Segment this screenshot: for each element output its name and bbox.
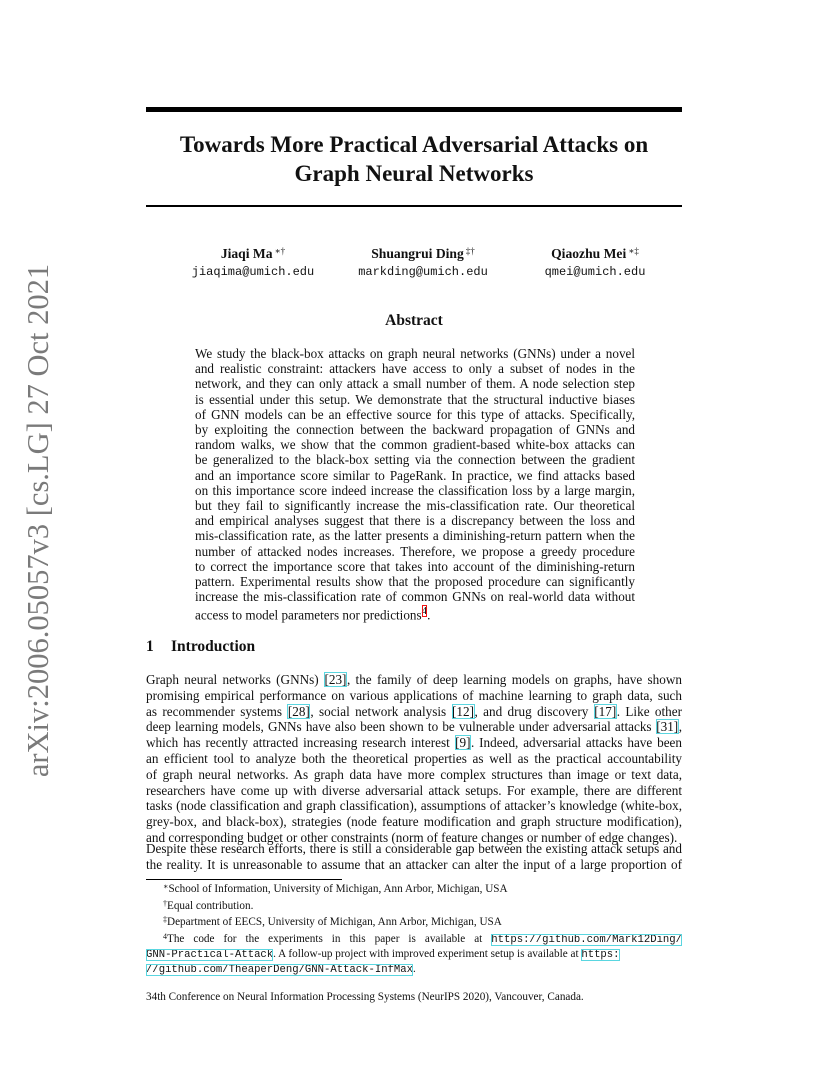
footnote-4: $^4$The code for the experiments in this paper is available at https://github.com/Mark12Ding/ [163,932,682,947]
author-email: markding@umich.edu [358,265,488,279]
abstract-line: random walks, we show that the common gradient-based white-box attacks can [195,437,635,453]
abstract-line: and empirical analyses suggest that there is a discrepancy between the loss and [195,513,635,529]
paragraph-line: deep learning models, GNNs have also been shown to be vulnerable under adversarial attacks [31], [146,719,682,735]
footnote-link-4[interactable]: 4 [421,605,428,618]
abstract-line: to correct the importance score that takes into account of the diminishing-return [195,558,635,574]
author-2 [348,243,498,280]
citation-link[interactable]: [23] [324,672,347,687]
section-heading-introduction [146,638,255,656]
abstract-body [195,346,635,623]
conference-note: 34th Conference on Neural Information Processing Systems (NeurIPS 2020), Vancouver, Canada. [146,991,584,1003]
paragraph-line: Graph neural networks (GNNs) [23], the family of deep learning models on graphs, have shown [146,672,682,687]
title-line-2: Graph Neural Networks [294,161,534,186]
abstract-line: network, and they can only attack a small number of them. A node selection step [195,376,635,392]
paragraph-line: of graph neural networks. As graph data have more complex structures than image or text data, [146,766,682,782]
footnote-4-cont-2: //github.com/TheaperDeng/GNN-Attack-InfMax. [146,962,416,976]
footnote-4-cont: GNN-Practical-Attack. A follow-up project with improved experiment setup is available at https: [146,947,620,961]
section-title: Introduction [171,638,256,655]
section-number: 1 [146,638,154,655]
footnotes [146,880,682,977]
footnote-3: ‡Department of EECS, University of Michigan, Ann Arbor, Michigan, USA [163,915,502,929]
paragraph-line: tasks (node classification and graph classification), assumptions of attacker’s knowledge (white-box, [146,798,682,814]
author-name: Qiaozhu Mei [551,246,627,261]
title-bottom-rule [146,205,682,207]
abstract-line: mis-classification rate, as the latter presents a diminishing-return pattern when the [195,528,635,544]
arxiv-id: arXiv:2006.05057v3 [cs.LG] 27 Oct 2021 [21,263,56,777]
paragraph-line: and corresponding budget or other constraints (norm of feature changes or number of edge changes). [146,829,678,845]
citation-link[interactable]: [9] [455,735,471,751]
abstract-line: We study the black-box attacks on graph neural networks (GNNs) under a novel [195,346,635,361]
followup-link-cont[interactable]: //github.com/TheaperDeng/GNN-Attack-InfMax [146,963,414,976]
citation-link[interactable]: [31] [656,719,679,735]
abstract-line: and an importance score similar to PageRank. In practice, we find attacks based [195,467,635,483]
paper-title [146,130,682,188]
abstract-line: by exploiting the connection between the backward propagation of GNNs and [195,422,635,438]
abstract-heading: Abstract [385,312,443,329]
author-email: jiaqima@umich.edu [191,265,315,279]
paragraph-line: which has recently attracted increasing research interest [9]. Indeed, adversarial attacks have been [146,735,683,751]
footnote-2: †Equal contribution. [163,898,254,912]
abstract-line: be generalized to the black-box setting via the connection between the gradient [195,452,635,468]
author-3 [520,243,670,280]
paragraph-line: promising empirical performance on various applications of machine learning to graph data, such [146,687,682,703]
footnote-1: ∗School of Information, University of Michigan, Ann Arbor, Michigan, USA [163,882,508,895]
abstract-line: on this importance score indeed increase the classification loss by a large margin, [195,482,635,498]
citation-link[interactable]: [17] [594,703,617,719]
paragraph-line: an efficient tool to analyze both the theoretical properties as well as the practical accountability [146,750,682,766]
intro-paragraph-2 [146,841,682,873]
title-top-rule [146,107,682,112]
intro-paragraph-1 [146,672,682,846]
author-name: Shuangrui Ding [371,246,464,261]
followup-link[interactable]: https: [581,948,620,961]
author-email: qmei@umich.edu [544,265,646,279]
author-marks: ∗‡ [628,246,639,256]
abstract-line: number of attacked nodes increases. Therefore, we propose a greedy procedure [195,543,635,559]
paragraph-line: grey-box, and black-box), strategies (node feature modification and graph structure modification), [146,814,682,830]
author-marks: ∗† [274,246,286,256]
author-1 [178,243,328,280]
abstract-line: but they fail to significantly increase the mis-classification rate. Our theoretical [195,498,635,514]
paragraph-line: Despite these research efforts, there is still a considerable gap between the existing attack setups and [146,841,682,856]
arxiv-stamp [8,263,70,777]
abstract-line: and realistic constraint: attackers have access to only a subset of nodes in the [195,361,635,377]
abstract-line: pattern. Experimental results show that the proposed procedure can significantly [195,574,635,590]
author-marks: ‡† [465,246,475,256]
citation-link[interactable]: [12] [452,703,474,719]
code-link-cont[interactable]: GNN-Practical-Attack [146,948,274,961]
abstract-line: increase the mis-classification rate of common GNNs on real-world data without [195,589,635,605]
code-link[interactable]: https://github.com/Mark12Ding/ [491,934,682,947]
title-line-1: Towards More Practical Adversarial Attacks on [179,132,649,157]
abstract-line: access to model parameters nor predictions$^4$. [195,605,431,623]
abstract-line: is essential under this setup. We demonstrate that the structural inductive biases [195,391,635,407]
paragraph-line: the reality. It is unreasonable to assume that an attacker can alter the input of a large proportion of [146,856,682,872]
paragraph-line: researchers have come up with diverse adversarial attack setups. For example, there are different [146,782,682,798]
author-name: Jiaqi Ma [220,246,273,261]
abstract-line: of GNN models can be an effective source for this type of attacks. Specifically, [195,406,635,422]
paragraph-line: as recommender systems [28], social network analysis [12], and drug discovery [17]. Like other [146,703,682,719]
citation-link[interactable]: [28] [287,703,310,719]
